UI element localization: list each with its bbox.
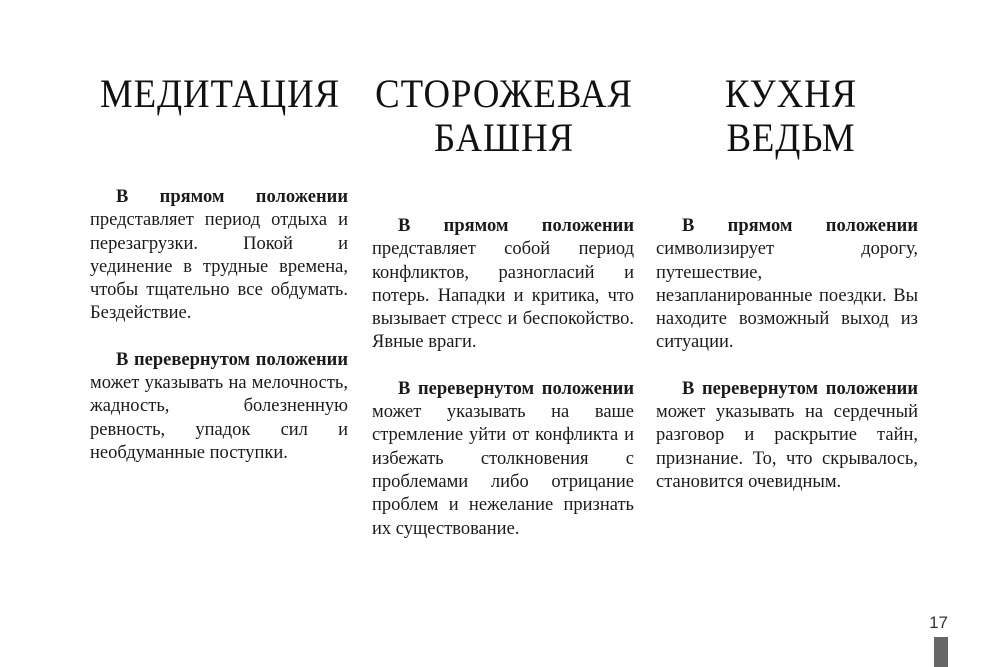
- reversed-text: может указывать на ваше стремление уйти от конфликта и избежать столкновения с проблемами либо отрицание проблем и нежелание признать их существование.: [372, 402, 634, 539]
- title-line: СТОРОЖЕВАЯ: [375, 71, 633, 116]
- reversed-paragraph: [656, 378, 918, 494]
- reversed-paragraph: [90, 349, 348, 465]
- title-line: БАШНЯ: [433, 115, 575, 160]
- upright-paragraph: [656, 215, 918, 355]
- reversed-label: В перевернутом положении: [116, 349, 348, 370]
- title-line: КУХНЯ: [724, 71, 858, 116]
- reversed-paragraph: [372, 378, 634, 541]
- reversed-text: может указывать на мелочность, жадность, болезненную ревность, упадок сил и необдуманные поступки.: [90, 373, 348, 463]
- upright-label: В прямом положении: [116, 187, 348, 207]
- title-line: ВЕДЬМ: [726, 115, 856, 160]
- page-tab-marker: [934, 637, 948, 667]
- upright-text: представляет период отдыха и перезагрузки. Покой и уединение в трудные времена, чтобы тщательно все обдумать. Бездействие.: [90, 210, 348, 324]
- title-line: МЕДИТАЦИЯ: [99, 71, 341, 116]
- upright-text: символизирует дорогу, путешествие, незапланированные поездки. Вы находите возможный выход из ситуации.: [656, 239, 918, 353]
- page-number: 17: [929, 613, 948, 632]
- column-meditation: [90, 186, 348, 465]
- upright-paragraph: [90, 186, 348, 326]
- reversed-label: В перевернутом положении: [398, 378, 634, 399]
- column-watchtower: [372, 215, 634, 541]
- reversed-label: В перевернутом положении: [682, 378, 918, 399]
- upright-label: В прямом положении: [682, 216, 918, 236]
- upright-text: представляет собой период конфликтов, разногласий и потерь. Нападки и критика, что вызывает стресс и беспокойство. Явные враги.: [372, 239, 634, 353]
- card-title-meditation: [91, 72, 349, 116]
- upright-label: В прямом положении: [398, 216, 634, 236]
- card-title-witches-kitchen: [670, 72, 911, 160]
- upright-paragraph: [372, 215, 634, 355]
- card-title-watchtower: [372, 72, 637, 160]
- reversed-text: может указывать на сердечный разговор и раскрытие тайн, признание. То, что скрывалось, становится очевидным.: [656, 402, 918, 492]
- column-witches-kitchen: [656, 215, 918, 494]
